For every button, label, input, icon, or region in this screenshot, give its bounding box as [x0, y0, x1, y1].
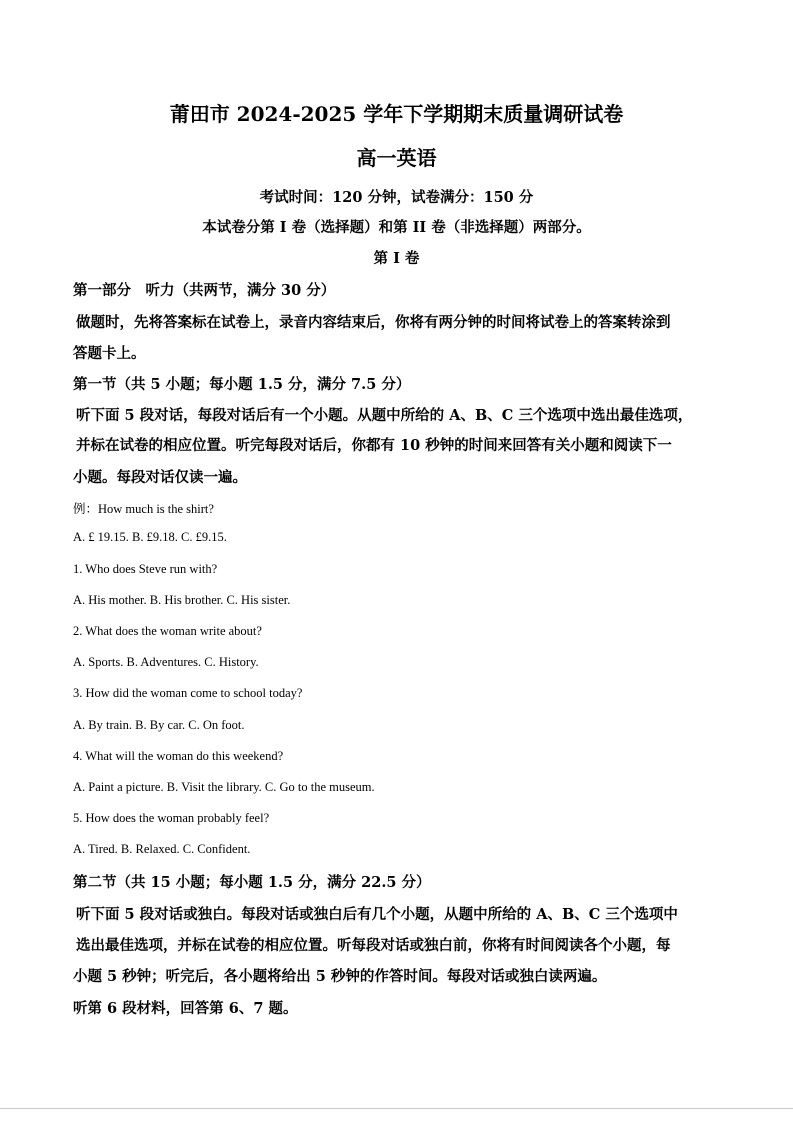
material-note: 听第 6 段材料，回答第 6、7 题。 [73, 1000, 298, 1017]
section1-heading: 第一节（共 5 小题；每小题 1.5 分，满分 7.5 分） [73, 376, 411, 393]
section2-heading: 第二节（共 15 小题；每小题 1.5 分，满分 22.5 分） [73, 874, 431, 891]
question-3-options: A. By train. B. By car. C. On foot. [73, 718, 245, 732]
example-question: 例：How much is the shirt? [73, 502, 214, 516]
section1-instruction-line: 听下面 5 段对话，每段对话后有一个小题。从题中所给的 A、B、C 三个选项中选出最佳选项， [76, 407, 693, 424]
question-4: 4. What will the woman do this weekend? [73, 749, 284, 763]
question-4-options: A. Paint a picture. B. Visit the library. C. Go to the museum. [73, 780, 375, 794]
part1-instruction-line: 答题卡上。 [73, 345, 146, 362]
section2-instruction-line: 小题 5 秒钟；听完后，各小题将给出 5 秒钟的作答时间。每段对话或独白读两遍。 [73, 968, 607, 985]
part1-instruction-line: 做题时，先将答案标在试卷上，录音内容结束后，你将有两分钟的时间将试卷上的答案转涂到 [76, 314, 671, 331]
part1-heading: 第一部分 听力（共两节，满分 30 分） [73, 282, 336, 299]
exam-title: 莆田市 2024-2025 学年下学期期末质量调研试卷 [169, 102, 624, 126]
paper-info: 本试卷分第 I 卷（选择题）和第 II 卷（非选择题）两部分。 [202, 219, 591, 236]
question-3: 3. How did the woman come to school today? [73, 686, 303, 700]
exam-info: 考试时间：120 分钟，试卷满分：150 分 [259, 189, 534, 206]
section2-instruction-line: 听下面 5 段对话或独白。每段对话或独白后有几个小题，从题中所给的 A、B、C 三个选项中 [76, 906, 678, 923]
example-options: A. £ 19.15. B. £9.18. C. £9.15. [73, 530, 227, 544]
subject-title: 高一英语 [356, 146, 437, 170]
section1-instruction-line: 小题。每段对话仅读一遍。 [73, 469, 247, 486]
section2-instruction-line: 选出最佳选项，并标在试卷的相应位置。听每段对话或独白前，你将有时间阅读各个小题，每 [76, 937, 671, 954]
question-1: 1. Who does Steve run with? [73, 562, 218, 576]
page-bottom-divider [0, 1108, 793, 1109]
question-5-options: A. Tired. B. Relaxed. C. Confident. [73, 842, 251, 856]
question-1-options: A. His mother. B. His brother. C. His sister. [73, 593, 291, 607]
section1-instruction-line: 并标在试卷的相应位置。听完每段对话后，你都有 10 秒钟的时间来回答有关小题和阅读下一 [76, 437, 672, 454]
question-2-options: A. Sports. B. Adventures. C. History. [73, 655, 259, 669]
question-5: 5. How does the woman probably feel? [73, 811, 270, 825]
question-2: 2. What does the woman write about? [73, 624, 262, 638]
volume-label: 第 I 卷 [373, 250, 420, 267]
